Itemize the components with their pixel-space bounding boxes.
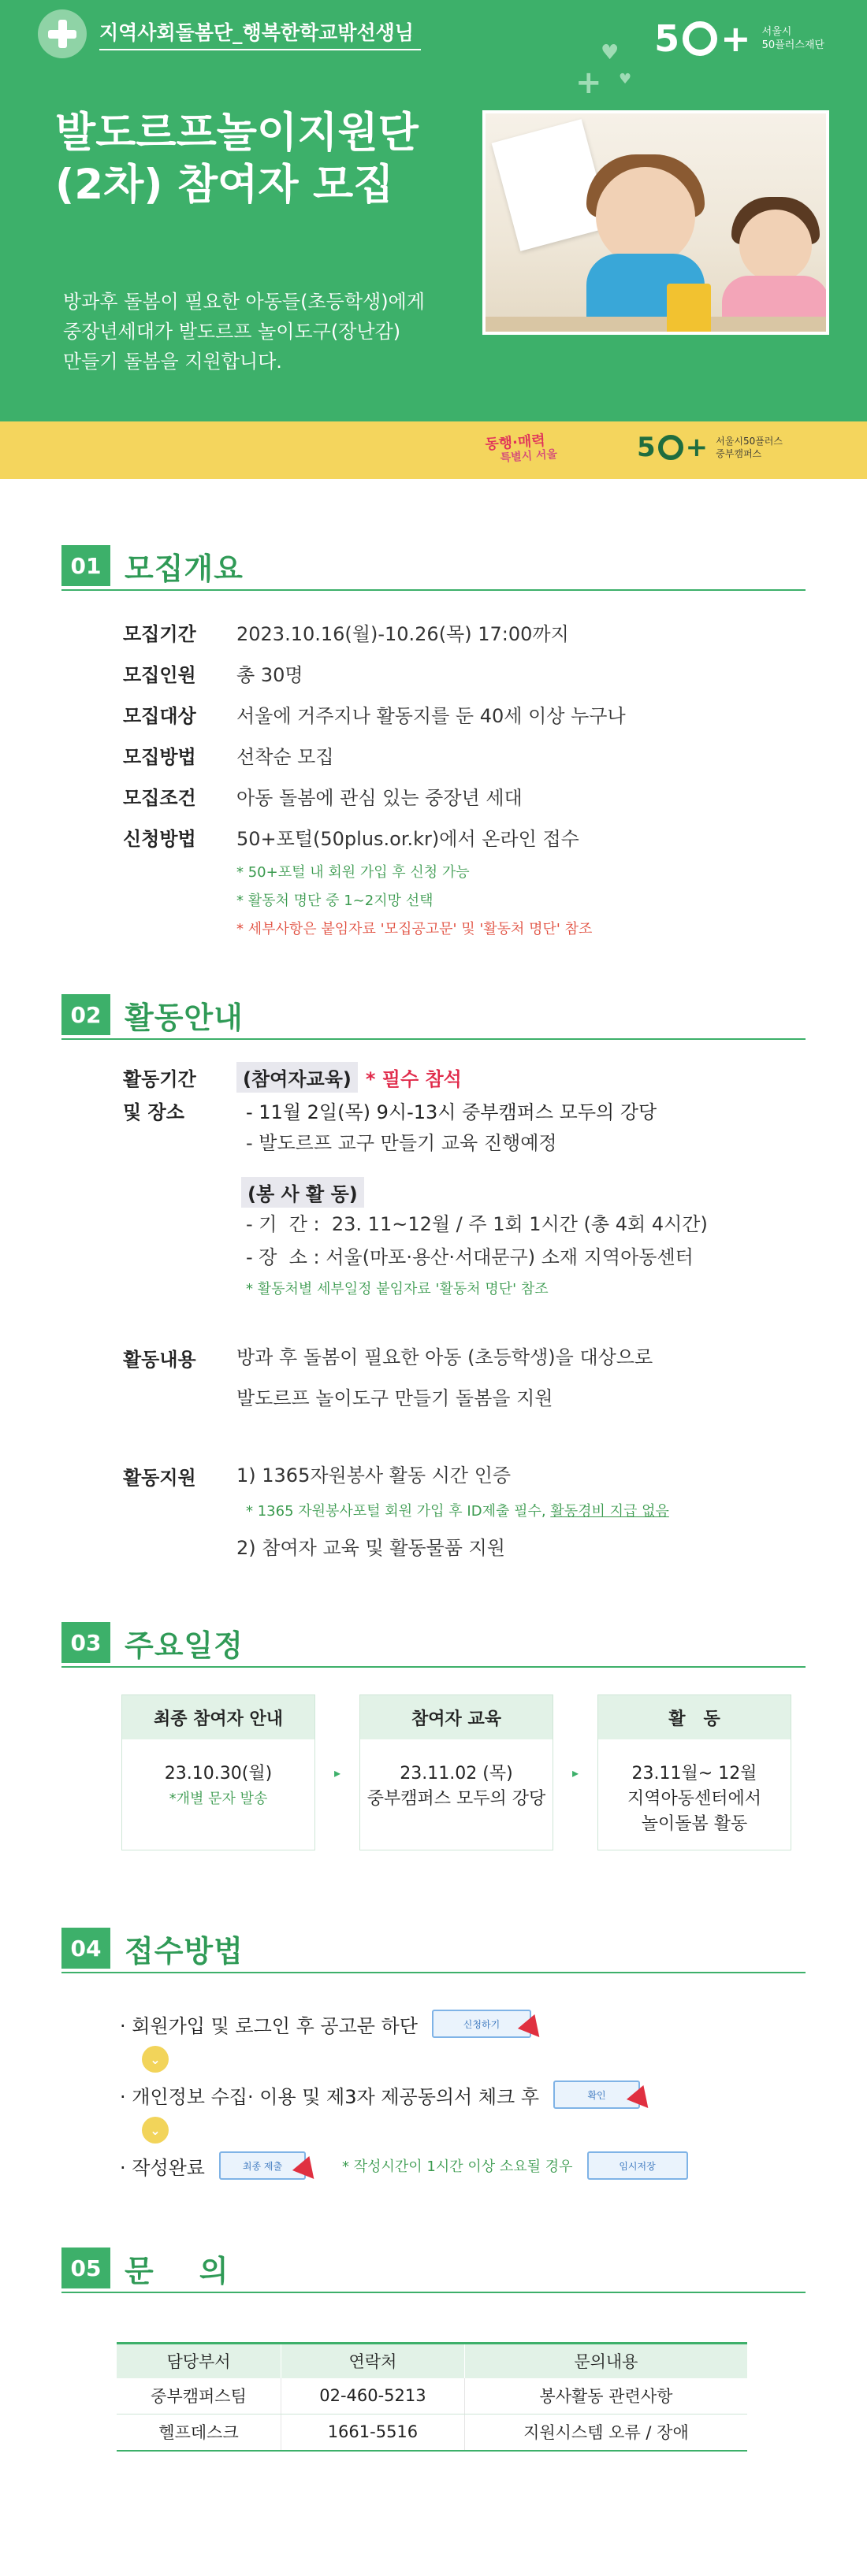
arrow-right-icon: ▸ (333, 1765, 341, 1780)
overview-row: 신청방법 50+포털(50plus.or.kr)에서 온라인 접수 (123, 827, 579, 850)
overview-row: 모집방법 선착순 모집 (123, 745, 334, 768)
heart-icon: ♥ (619, 71, 632, 87)
intro-text: 방과후 돌봄이 필요한 아동들(초등학생)에게 중장년세대가 발도르프 놀이도구(장난감) 만들기 돌봄을 지원합니다. (63, 291, 425, 373)
label-period: 활동기간 (123, 1067, 196, 1090)
column-header: 연락처 (281, 2344, 465, 2378)
heart-icon: ♥ (601, 41, 620, 65)
section-title: 접수방법 (125, 1933, 244, 1969)
contact-table (117, 2342, 747, 2452)
children-playing-photo (482, 110, 829, 335)
note-text-warning: * 세부사항은 붙임자료 '모집공고문' 및 '활동처 명단' 참조 (236, 921, 593, 937)
overview-row: 모집대상 서울에 거주지나 활동지를 둔 40세 이상 누구나 (123, 704, 626, 727)
section-header (61, 1619, 806, 1668)
activity-details: 활동기간 (참여자교육) * 필수 참석 및 장소 - 11월 2일(목) 9시-13시 중부캠퍼스 모두의 강당 - 발도르프 교구 만들기 교육 진행예정 (봉 사 활 동) - 기 간 : 23. 11~12월 / 주 1회 1시간 (총 4회 4시간) - 장 소 : 서울(마포·용산·서대문구) 소재 지역아동센터 * 활동처별 세부일정 붙임자료 '활동처 명단' 참조 활동내용 방과 후 돌봄이 필요한 아동 (초등학생)을 대상으로 발도르프 놀이도구 만들기 돌봄을 지원 활동지원 1) 1365자원봉사 활동 시간 인증 * 1365 자원봉사포털 회원 가입 후 ID제출 필수, 활동경비 지급 없음 2) 참여자 교육 및 활동물품 지원 (123, 1060, 806, 1568)
section-schedule (61, 1619, 806, 1850)
pencil-cup (667, 284, 711, 335)
note-text: * 활동처 명단 중 1~2지망 선택 (236, 893, 434, 909)
table-row: 헬프데스크 1661-5516 지원시스템 오류 / 장애 (117, 2415, 747, 2451)
section-number: 05 (61, 2248, 110, 2288)
section-activity-info (61, 991, 806, 1568)
ring-icon (683, 21, 717, 56)
table-header-row (117, 2344, 747, 2378)
plus-deco-icon: + (575, 65, 602, 101)
section-title: 활동안내 (125, 1000, 244, 1035)
note-text: * 1365 자원봉사포털 회원 가입 후 ID제출 필수, 활동경비 지급 없음 (246, 1503, 669, 1520)
child-face (739, 210, 812, 282)
volunteer-tag: (봉 사 활 동) (241, 1177, 364, 1208)
overview-list (123, 611, 806, 857)
seoul-50plus-logo: 5 + 서울시 50플러스재단 (654, 17, 824, 60)
section-recruitment-overview (61, 542, 806, 944)
apply-steps (120, 2000, 806, 2189)
plus-logo-icon (38, 9, 87, 58)
overview-row: 모집조건 아동 돌봄에 관심 있는 중장년 세대 (123, 786, 523, 809)
program-title: 지역사회돌봄단_행복한학교밖선생님 (99, 21, 414, 44)
section-number: 02 (61, 994, 110, 1035)
jungbu-campus-logo: 5 + 서울시50플러스 중부캠퍼스 (637, 432, 783, 463)
note-text: * 작성시간이 1시간 이상 소요될 경우 (342, 2158, 573, 2175)
column-header: 담당부서 (117, 2344, 281, 2378)
apply-step: · 개인정보 수집· 이용 및 제3자 제공동의서 체크 후 확인 (120, 2071, 806, 2118)
title-underline (99, 49, 421, 50)
confirm-button-illustration: 확인 (553, 2080, 640, 2109)
table (486, 317, 829, 335)
schedule-box-education: 참여자 교육 23.11.02 (목) 중부캠퍼스 모두의 강당 (359, 1694, 553, 1850)
cursor-icon (518, 2014, 548, 2044)
section-number: 04 (61, 1928, 110, 1969)
cursor-icon (627, 2085, 657, 2115)
child-face (596, 167, 695, 266)
section-contact (61, 2244, 806, 2452)
submit-button-illustration: 최종 제출 (219, 2151, 306, 2180)
table-row: 중부캠퍼스팀 02-460-5213 봉사활동 관련사항 (117, 2378, 747, 2415)
section-title: 모집개요 (125, 551, 244, 586)
section-header (61, 2244, 806, 2293)
section-number: 03 (61, 1622, 110, 1663)
column-header: 문의내용 (464, 2344, 747, 2378)
section-how-to-apply (61, 1925, 806, 2189)
section-title: 주요일정 (125, 1628, 244, 1663)
save-draft-button-illustration: 임시저장 (587, 2151, 688, 2180)
required-badge: * 필수 참석 (365, 1067, 462, 1090)
section-header (61, 542, 806, 591)
section-title: 문의 (125, 2253, 274, 2288)
sponsor-band (0, 421, 867, 479)
label-content: 활동내용 (123, 1348, 196, 1371)
label-support: 활동지원 (123, 1466, 196, 1489)
section-number: 01 (61, 545, 110, 586)
note-text: * 50+포털 내 회원 가입 후 신청 가능 (236, 864, 470, 881)
schedule-box-activity: 활 동 23.11월~ 12월 지역아동센터에서 놀이돌봄 활동 (597, 1694, 791, 1850)
seoul-city-logo: 동행·매력 특별시 서울 (484, 432, 558, 465)
note-text: * 활동처별 세부일정 붙임자료 '활동처 명단' 참조 (246, 1281, 549, 1297)
chevron-down-icon: ⌄ (142, 2046, 169, 2073)
apply-button-illustration: 신청하기 (432, 2010, 531, 2038)
label-place: 및 장소 (123, 1101, 184, 1123)
section-header (61, 991, 806, 1040)
chevron-down-icon: ⌄ (142, 2117, 169, 2144)
edu-tag: (참여자교육) (236, 1062, 358, 1093)
overview-row: 모집기간 2023.10.16(월)-10.26(목) 17:00까지 (123, 622, 569, 645)
overview-notes (236, 859, 806, 944)
schedule-flow (121, 1694, 806, 1850)
page-headline: 발도르프놀이지원단 (2차) 참여자 모집 (55, 109, 419, 209)
apply-step: · 회원가입 및 로그인 후 공고문 하단 신청하기 (120, 2000, 806, 2047)
apply-step: · 작성완료 최종 제출 * 작성시간이 1시간 이상 소요될 경우 임시저장 (120, 2142, 806, 2189)
ring-icon (658, 435, 683, 460)
schedule-box-notice: 최종 참여자 안내 23.10.30(월) *개별 문자 발송 (121, 1694, 315, 1850)
arrow-right-icon: ▸ (571, 1765, 579, 1780)
cursor-icon (292, 2156, 322, 2186)
overview-row: 모집인원 총 30명 (123, 663, 303, 686)
hero-banner (0, 0, 867, 421)
section-header (61, 1925, 806, 1973)
